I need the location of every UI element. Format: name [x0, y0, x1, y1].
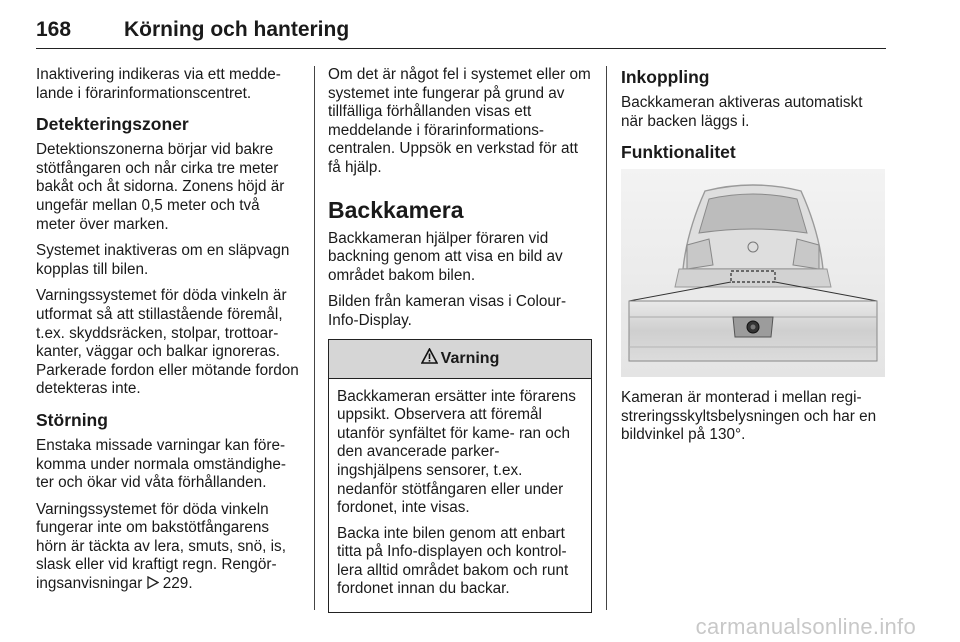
page-header	[36, 18, 886, 50]
rear-camera-illustration	[621, 169, 885, 377]
paragraph-missed-warnings: Enstaka missade varningar kan före- komma under normala omständighe- ter och ökar vid våta förhållanden.	[36, 436, 286, 492]
paragraph-camera-help: Backkameran hjälper föraren vid backning genom att visa en bild av området bakom bilen.	[328, 229, 563, 284]
warning-box	[328, 339, 592, 614]
warning-paragraph-2: Backa inte bilen genom att enbart titta på Info-displayen och kontrol- lera alltid området bakom och runt fordonet innan du backar.	[337, 524, 569, 598]
paragraph-detection: Detektionszonerna börjar vid bakre stötfångaren och når cirka tre meter bakåt och åt sidorna. Zonens höjd är ungefär mellan 0,5 meter och två meter över marken.	[36, 141, 285, 233]
column-divider-1	[314, 66, 315, 610]
column-divider-2	[606, 66, 607, 610]
paragraph-camera-display: Bilden från kameran visas i Colour- Info-Display.	[328, 293, 567, 329]
heading-activation: Inkoppling	[621, 67, 710, 87]
page-ref-arrow-icon	[147, 575, 163, 592]
footer-watermark: carmanualsonline.info	[695, 614, 916, 639]
warning-header	[329, 340, 591, 379]
paragraph-deactivation: Inaktivering indikeras via ett medde- lande i förarinformationscentret.	[36, 66, 281, 102]
warning-paragraph-1: Backkameran ersätter inte förarens uppsikt. Observera att föremål utanför synfältet för kame- ran och den avancerade parker- ingshjälpens sensorer, t.ex. nedanför stötfångaren eller under fordonet, inte visas.	[337, 387, 576, 517]
chapter-title: Körning och hantering	[124, 18, 350, 41]
paragraph-trailer: Systemet inaktiveras om en släpvagn kopplas till bilen.	[36, 242, 290, 278]
paragraph-stationary-objects: Varningssystemet för döda vinkeln är utformat så att stillastående föremål, t.ex. skyddsräcken, stolpar, trottoar- kanter, väggar och balkar ignoreras. Parkerade fordon eller mötande fordon detekteras inte.	[36, 287, 299, 398]
paragraph-activation: Backkameran aktiveras automatiskt när backen läggs i.	[621, 94, 863, 130]
warning-body	[329, 379, 591, 613]
column-2	[328, 66, 592, 613]
header-rule	[36, 48, 886, 49]
heading-fault: Störning	[36, 409, 108, 430]
heading-rear-camera: Backkamera	[328, 196, 464, 223]
page-reference[interactable]: 229.	[162, 575, 193, 593]
paragraph-camera-mount: Kameran är monterad i mellan regi- streringsskyltsbelysningen och har en bildvinkel på 130°.	[621, 389, 877, 444]
paragraph-system-fault: Om det är något fel i systemet eller om systemet inte fungerar på grund av tillfälliga förhållanden visas ett meddelande i förarinformations- centralen. Uppsök en verkstad för att få hjälp.	[328, 66, 591, 176]
dirty-bumper-text: Varningssystemet för döda vinkeln fungerar inte om bakstötfångarens hörn är täckta av lera, smuts, snö, is, slask eller vid kraftigt regn. Rengör- ingsanvisningar	[36, 500, 286, 593]
heading-functionality: Funktionalitet	[621, 142, 736, 163]
warning-triangle-icon	[421, 348, 438, 369]
heading-detection-zones: Detekteringszoner	[36, 114, 189, 135]
paragraph-dirty-bumper	[36, 501, 300, 594]
column-1	[36, 66, 300, 602]
page-number: 168	[36, 18, 72, 41]
column-3	[621, 66, 885, 453]
warning-title: Varning	[440, 349, 500, 367]
